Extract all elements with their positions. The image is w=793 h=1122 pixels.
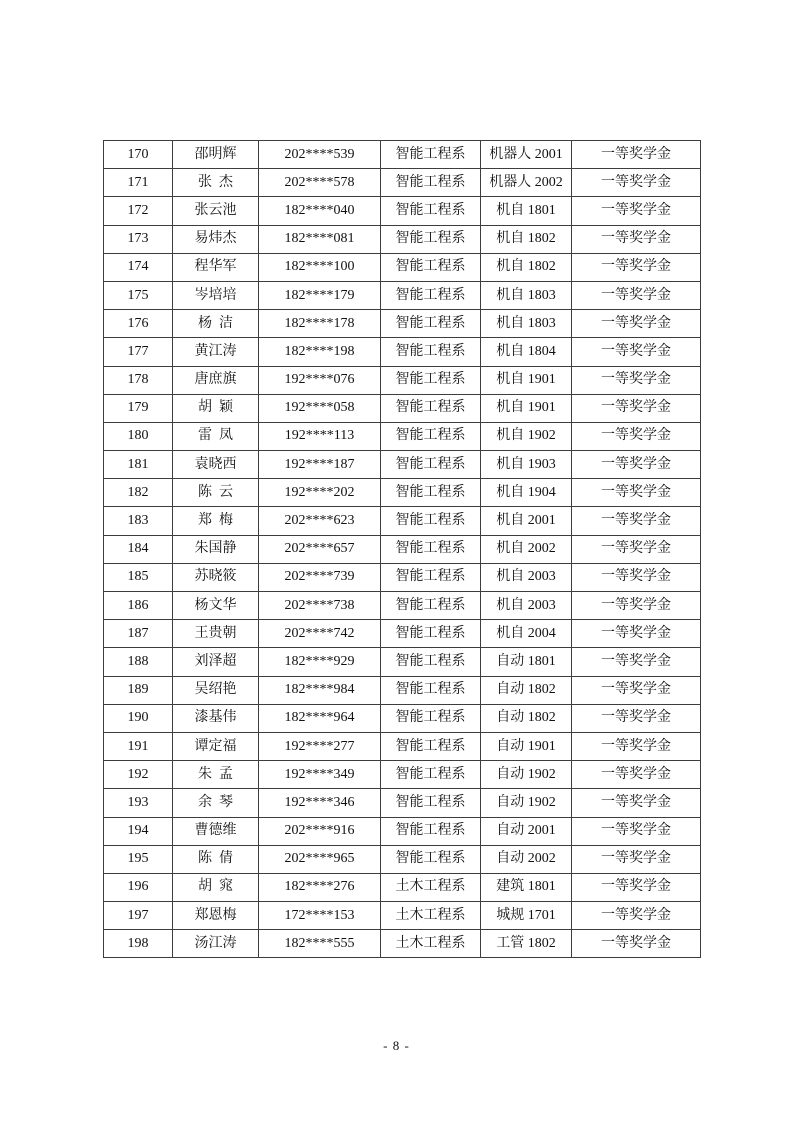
cell-no: 193: [104, 789, 173, 817]
cell-award: 一等奖学金: [572, 394, 701, 422]
cell-award: 一等奖学金: [572, 704, 701, 732]
table-row: [104, 451, 701, 479]
cell-department: 智能工程系: [381, 422, 481, 450]
cell-class-name: 自动 1901: [481, 732, 572, 760]
table-row: [104, 141, 701, 169]
cell-class-name: 机自 2004: [481, 620, 572, 648]
cell-class-name: 自动 2002: [481, 845, 572, 873]
cell-department: 智能工程系: [381, 761, 481, 789]
cell-student-id: 202****657: [259, 535, 381, 563]
cell-no: 184: [104, 535, 173, 563]
cell-department: 智能工程系: [381, 310, 481, 338]
cell-student-id: 192****349: [259, 761, 381, 789]
cell-no: 194: [104, 817, 173, 845]
cell-name: 朱 孟: [173, 761, 259, 789]
cell-student-id: 192****277: [259, 732, 381, 760]
cell-name: 陈 云: [173, 479, 259, 507]
table-row: [104, 761, 701, 789]
cell-no: 195: [104, 845, 173, 873]
cell-no: 172: [104, 197, 173, 225]
cell-department: 智能工程系: [381, 704, 481, 732]
cell-no: 171: [104, 169, 173, 197]
table-row: [104, 310, 701, 338]
cell-award: 一等奖学金: [572, 479, 701, 507]
table-row: [104, 873, 701, 901]
cell-no: 176: [104, 310, 173, 338]
cell-department: 智能工程系: [381, 732, 481, 760]
cell-no: 174: [104, 253, 173, 281]
cell-award: 一等奖学金: [572, 817, 701, 845]
cell-award: 一等奖学金: [572, 422, 701, 450]
cell-student-id: 202****738: [259, 592, 381, 620]
cell-no: 187: [104, 620, 173, 648]
cell-student-id: 182****276: [259, 873, 381, 901]
cell-name: 漆基伟: [173, 704, 259, 732]
cell-award: 一等奖学金: [572, 563, 701, 591]
table-row: [104, 479, 701, 507]
cell-no: 177: [104, 338, 173, 366]
cell-name: 岑培培: [173, 281, 259, 309]
cell-name: 胡 窕: [173, 873, 259, 901]
cell-name: 袁晓西: [173, 451, 259, 479]
table-row: [104, 620, 701, 648]
table-row: [104, 422, 701, 450]
cell-department: 智能工程系: [381, 141, 481, 169]
cell-department: 智能工程系: [381, 479, 481, 507]
cell-department: 智能工程系: [381, 563, 481, 591]
cell-award: 一等奖学金: [572, 535, 701, 563]
table-row: [104, 817, 701, 845]
cell-department: 土木工程系: [381, 873, 481, 901]
cell-name: 曹德维: [173, 817, 259, 845]
cell-class-name: 自动 1802: [481, 704, 572, 732]
cell-student-id: 192****076: [259, 366, 381, 394]
cell-award: 一等奖学金: [572, 169, 701, 197]
cell-award: 一等奖学金: [572, 451, 701, 479]
cell-award: 一等奖学金: [572, 676, 701, 704]
cell-award: 一等奖学金: [572, 225, 701, 253]
cell-student-id: 202****742: [259, 620, 381, 648]
cell-class-name: 机自 2002: [481, 535, 572, 563]
cell-award: 一等奖学金: [572, 930, 701, 958]
cell-class-name: 机自 1904: [481, 479, 572, 507]
cell-class-name: 机自 1803: [481, 281, 572, 309]
cell-class-name: 机自 1803: [481, 310, 572, 338]
cell-class-name: 自动 1801: [481, 648, 572, 676]
cell-class-name: 机自 1804: [481, 338, 572, 366]
cell-department: 智能工程系: [381, 676, 481, 704]
cell-department: 土木工程系: [381, 930, 481, 958]
table-row: [104, 535, 701, 563]
cell-student-id: 172****153: [259, 902, 381, 930]
cell-no: 198: [104, 930, 173, 958]
table-row: [104, 704, 701, 732]
cell-class-name: 机自 1903: [481, 451, 572, 479]
cell-name: 刘泽超: [173, 648, 259, 676]
cell-name: 苏晓筱: [173, 563, 259, 591]
cell-name: 张 杰: [173, 169, 259, 197]
cell-department: 智能工程系: [381, 253, 481, 281]
table-row: [104, 281, 701, 309]
cell-no: 179: [104, 394, 173, 422]
cell-no: 175: [104, 281, 173, 309]
cell-no: 185: [104, 563, 173, 591]
cell-class-name: 机器人 2002: [481, 169, 572, 197]
cell-award: 一等奖学金: [572, 197, 701, 225]
cell-department: 智能工程系: [381, 394, 481, 422]
cell-award: 一等奖学金: [572, 253, 701, 281]
cell-name: 易炜杰: [173, 225, 259, 253]
cell-award: 一等奖学金: [572, 141, 701, 169]
cell-class-name: 城规 1701: [481, 902, 572, 930]
cell-department: 智能工程系: [381, 507, 481, 535]
table-row: [104, 507, 701, 535]
cell-department: 智能工程系: [381, 197, 481, 225]
cell-student-id: 202****916: [259, 817, 381, 845]
cell-award: 一等奖学金: [572, 789, 701, 817]
cell-award: 一等奖学金: [572, 507, 701, 535]
table-row: [104, 563, 701, 591]
cell-no: 188: [104, 648, 173, 676]
page-number: - 8 -: [383, 1038, 410, 1053]
cell-department: 土木工程系: [381, 902, 481, 930]
cell-award: 一等奖学金: [572, 366, 701, 394]
cell-student-id: 202****578: [259, 169, 381, 197]
cell-award: 一等奖学金: [572, 620, 701, 648]
cell-student-id: 202****539: [259, 141, 381, 169]
cell-no: 181: [104, 451, 173, 479]
table-body: [104, 141, 701, 958]
cell-no: 180: [104, 422, 173, 450]
cell-award: 一等奖学金: [572, 732, 701, 760]
table-row: [104, 169, 701, 197]
table-row: [104, 676, 701, 704]
cell-department: 智能工程系: [381, 451, 481, 479]
cell-no: 186: [104, 592, 173, 620]
cell-student-id: 182****178: [259, 310, 381, 338]
cell-class-name: 机自 1901: [481, 394, 572, 422]
cell-award: 一等奖学金: [572, 310, 701, 338]
cell-student-id: 182****081: [259, 225, 381, 253]
cell-award: 一等奖学金: [572, 338, 701, 366]
cell-award: 一等奖学金: [572, 761, 701, 789]
cell-award: 一等奖学金: [572, 902, 701, 930]
table-row: [104, 225, 701, 253]
cell-department: 智能工程系: [381, 338, 481, 366]
cell-name: 黄江涛: [173, 338, 259, 366]
cell-name: 郑 梅: [173, 507, 259, 535]
table-row: [104, 902, 701, 930]
table-row: [104, 845, 701, 873]
cell-class-name: 机自 1901: [481, 366, 572, 394]
cell-award: 一等奖学金: [572, 281, 701, 309]
cell-class-name: 自动 1902: [481, 761, 572, 789]
cell-name: 杨 洁: [173, 310, 259, 338]
cell-student-id: 202****623: [259, 507, 381, 535]
cell-student-id: 202****739: [259, 563, 381, 591]
cell-class-name: 机自 1802: [481, 253, 572, 281]
cell-no: 178: [104, 366, 173, 394]
cell-no: 197: [104, 902, 173, 930]
cell-award: 一等奖学金: [572, 648, 701, 676]
cell-name: 邵明辉: [173, 141, 259, 169]
cell-student-id: 202****965: [259, 845, 381, 873]
cell-name: 陈 倩: [173, 845, 259, 873]
cell-class-name: 机自 1902: [481, 422, 572, 450]
cell-student-id: 192****113: [259, 422, 381, 450]
cell-name: 程华军: [173, 253, 259, 281]
cell-name: 胡 颖: [173, 394, 259, 422]
cell-no: 170: [104, 141, 173, 169]
cell-student-id: 182****198: [259, 338, 381, 366]
cell-student-id: 192****202: [259, 479, 381, 507]
cell-name: 雷 凤: [173, 422, 259, 450]
cell-class-name: 机自 2003: [481, 592, 572, 620]
cell-class-name: 机自 1802: [481, 225, 572, 253]
cell-name: 余 琴: [173, 789, 259, 817]
table-row: [104, 197, 701, 225]
cell-student-id: 192****187: [259, 451, 381, 479]
cell-no: 192: [104, 761, 173, 789]
cell-department: 智能工程系: [381, 648, 481, 676]
cell-name: 唐庶旗: [173, 366, 259, 394]
table-row: [104, 592, 701, 620]
cell-department: 智能工程系: [381, 620, 481, 648]
cell-no: 196: [104, 873, 173, 901]
cell-class-name: 机自 2003: [481, 563, 572, 591]
cell-student-id: 192****346: [259, 789, 381, 817]
cell-no: 183: [104, 507, 173, 535]
cell-class-name: 自动 1802: [481, 676, 572, 704]
scholarship-table: [103, 140, 701, 958]
table-row: [104, 930, 701, 958]
cell-department: 智能工程系: [381, 225, 481, 253]
table-row: [104, 338, 701, 366]
cell-department: 智能工程系: [381, 366, 481, 394]
cell-name: 王贵朝: [173, 620, 259, 648]
cell-class-name: 机自 2001: [481, 507, 572, 535]
cell-award: 一等奖学金: [572, 592, 701, 620]
table-row: [104, 648, 701, 676]
cell-no: 182: [104, 479, 173, 507]
cell-student-id: 182****179: [259, 281, 381, 309]
cell-name: 郑恩梅: [173, 902, 259, 930]
cell-department: 智能工程系: [381, 592, 481, 620]
table-row: [104, 394, 701, 422]
cell-award: 一等奖学金: [572, 845, 701, 873]
cell-class-name: 机自 1801: [481, 197, 572, 225]
cell-department: 智能工程系: [381, 845, 481, 873]
cell-student-id: 182****964: [259, 704, 381, 732]
cell-name: 谭定福: [173, 732, 259, 760]
cell-no: 191: [104, 732, 173, 760]
cell-award: 一等奖学金: [572, 873, 701, 901]
table-row: [104, 253, 701, 281]
cell-department: 智能工程系: [381, 535, 481, 563]
cell-name: 吴绍艳: [173, 676, 259, 704]
cell-department: 智能工程系: [381, 789, 481, 817]
cell-student-id: 182****555: [259, 930, 381, 958]
cell-name: 朱国静: [173, 535, 259, 563]
cell-name: 汤江涛: [173, 930, 259, 958]
cell-no: 190: [104, 704, 173, 732]
cell-no: 173: [104, 225, 173, 253]
cell-name: 张云池: [173, 197, 259, 225]
cell-class-name: 自动 2001: [481, 817, 572, 845]
table-row: [104, 789, 701, 817]
cell-student-id: 182****040: [259, 197, 381, 225]
cell-student-id: 182****100: [259, 253, 381, 281]
cell-student-id: 182****984: [259, 676, 381, 704]
cell-name: 杨文华: [173, 592, 259, 620]
cell-class-name: 自动 1902: [481, 789, 572, 817]
cell-class-name: 工管 1802: [481, 930, 572, 958]
table-row: [104, 366, 701, 394]
cell-student-id: 182****929: [259, 648, 381, 676]
cell-department: 智能工程系: [381, 169, 481, 197]
cell-department: 智能工程系: [381, 817, 481, 845]
cell-class-name: 建筑 1801: [481, 873, 572, 901]
cell-student-id: 192****058: [259, 394, 381, 422]
cell-department: 智能工程系: [381, 281, 481, 309]
cell-class-name: 机器人 2001: [481, 141, 572, 169]
table-row: [104, 732, 701, 760]
cell-no: 189: [104, 676, 173, 704]
